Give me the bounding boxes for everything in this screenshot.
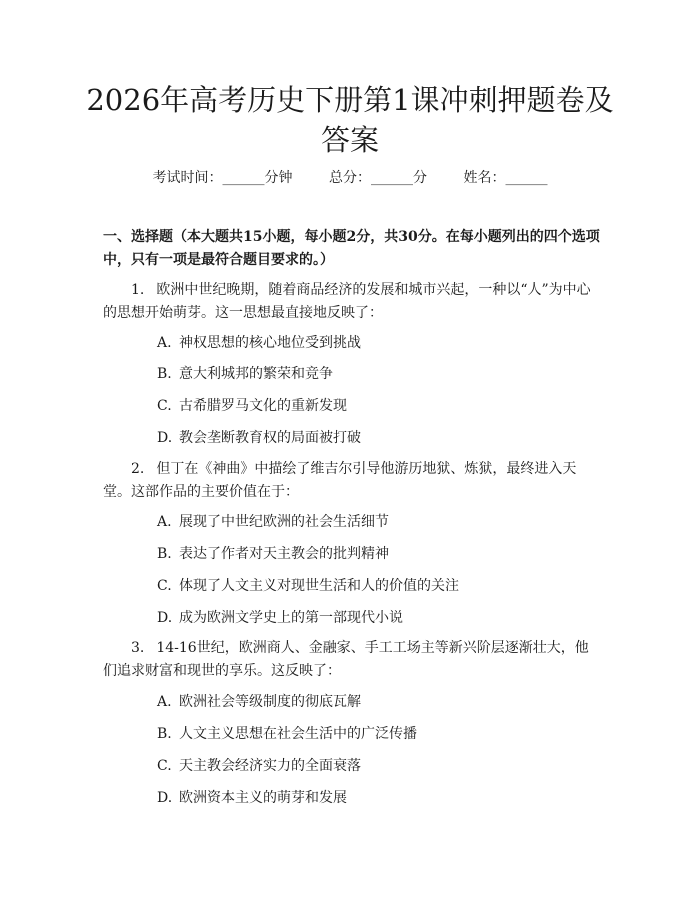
question-number: 3. — [131, 640, 145, 656]
question-3-option-b — [157, 724, 597, 744]
option-letter: B. — [157, 726, 172, 742]
exam-info — [0, 168, 700, 188]
question-text: 但丁在《神曲》中描绘了维吉尔引导他游历地狱、炼狱，最终进入天堂。这部作品的主要价值在于： — [103, 461, 577, 500]
question-1-option-c — [157, 396, 597, 416]
question-2-option-b — [157, 544, 597, 564]
question-2-option-a — [157, 512, 597, 532]
option-letter: D. — [157, 790, 173, 806]
option-letter: B. — [157, 366, 172, 382]
option-text: 教会垄断教育权的局面被打破 — [179, 430, 361, 446]
question-text: 欧洲中世纪晚期，随着商品经济的发展和城市兴起，一种以“人”为中心的思想开始萌芽。这一思想最直接地反映了： — [103, 282, 591, 321]
option-letter: C. — [157, 758, 172, 774]
option-text: 体现了人文主义对现世生活和人的价值的关注 — [179, 578, 459, 594]
question-text: 14-16世纪，欧洲商人、金融家、手工工场主等新兴阶层逐渐壮大，他们追求财富和现世的享乐。这反映了： — [103, 640, 589, 679]
option-text: 神权思想的核心地位受到挑战 — [179, 335, 361, 351]
option-letter: C. — [157, 578, 172, 594]
option-text: 古希腊罗马文化的重新发现 — [179, 398, 347, 414]
question-2-option-d — [157, 608, 597, 628]
section-heading: 一、选择题（本大题共15小题，每小题2分，共30分。在每小题列出的四个选项中，只有一项是最符合题目要求的。） — [103, 229, 600, 268]
option-letter: A. — [157, 514, 172, 530]
option-text: 欧洲资本主义的萌芽和发展 — [179, 790, 347, 806]
question-1-option-a — [157, 333, 597, 353]
option-text: 欧洲社会等级制度的彻底瓦解 — [179, 694, 361, 710]
option-text: 成为欧洲文学史上的第一部现代小说 — [179, 610, 403, 626]
option-letter: D. — [157, 430, 173, 446]
option-text: 意大利城邦的繁荣和竞争 — [179, 366, 333, 382]
question-3-option-d — [157, 788, 597, 808]
question-number: 1. — [131, 282, 145, 298]
option-letter: A. — [157, 335, 172, 351]
option-text: 表达了作者对天主教会的批判精神 — [179, 546, 389, 562]
exam-time-field: 考试时间：______分钟 — [152, 170, 293, 186]
question-3 — [103, 637, 600, 683]
question-number: 2. — [131, 461, 145, 477]
option-text: 展现了中世纪欧洲的社会生活细节 — [179, 514, 389, 530]
question-1 — [103, 279, 600, 325]
option-letter: A. — [157, 694, 172, 710]
option-letter: C. — [157, 398, 172, 414]
question-2-option-c — [157, 576, 597, 596]
question-2 — [103, 458, 600, 504]
document-title: 2026年高考历史下册第1课冲刺押题卷及答案 — [86, 83, 614, 157]
student-name-field: 姓名：______ — [463, 170, 548, 186]
option-text: 人文主义思想在社会生活中的广泛传播 — [179, 726, 417, 742]
question-3-option-a — [157, 692, 597, 712]
question-1-option-d — [157, 428, 597, 448]
option-letter: B. — [157, 546, 172, 562]
total-score-field: 总分：______分 — [329, 170, 427, 186]
option-letter: D. — [157, 610, 173, 626]
option-text: 天主教会经济实力的全面衰落 — [179, 758, 361, 774]
question-3-option-c — [157, 756, 597, 776]
question-1-option-b — [157, 364, 597, 384]
